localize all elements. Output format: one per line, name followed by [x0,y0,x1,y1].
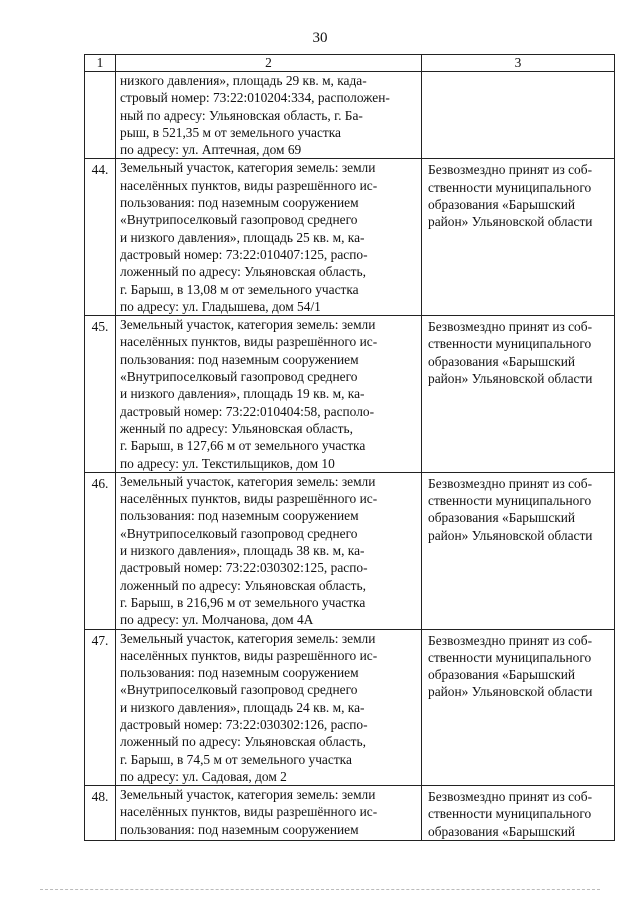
status-line: Безвозмездно принят из соб- [428,319,593,335]
status-line: Безвозмездно принят из соб- [428,475,593,491]
description-line: Земельный участок, категория земель: земли [120,160,376,176]
status-line: район» Ульяновской области [428,214,593,230]
description-line: и низкого давления», площадь 19 кв. м, ка- [120,386,365,402]
description-line: по адресу: ул. Текстильщиков, дом 10 [120,455,335,471]
table-row [85,472,615,629]
status-line: Безвозмездно принят из соб- [428,632,593,648]
description-line: Земельный участок, категория земель: земли [120,473,376,489]
description-line: и низкого давления», площадь 25 кв. м, ка- [120,229,365,245]
description-line: пользования: под наземным сооружением [120,351,359,367]
row-description [116,159,422,316]
status-line: образования «Барышский [428,510,576,526]
description-line: и низкого давления», площадь 24 кв. м, ка- [120,699,365,715]
row-number: 48. [85,786,116,841]
description-line: Земельный участок, категория земель: земли [120,630,376,646]
description-line: по адресу: ул. Садовая, дом 2 [120,768,287,784]
row-status [422,786,615,841]
description-line: населённых пунктов, виды разрешённого ис- [120,334,378,350]
description-line: низкого давления», площадь 29 кв. м, када- [120,73,367,88]
property-table [84,54,615,841]
table-row [85,629,615,786]
status-line: ственности муниципального [428,336,592,352]
row-status [422,316,615,473]
description-line: пользования: под наземным сооружением [120,508,359,524]
row-status [422,629,615,786]
row-description [116,472,422,629]
description-line: г. Барыш, в 74,5 м от земельного участка [120,751,352,767]
description-line: пользования: под наземным сооружением [120,821,359,837]
description-line: «Внутрипоселковый газопровод среднего [120,525,358,541]
description-line: Земельный участок, категория земель: земли [120,787,376,803]
description-line: пользования: под наземным сооружением [120,665,359,681]
header-col-3: 3 [422,55,615,72]
description-line: дастровый номер: 73:22:030302:126, распо- [120,716,368,732]
description-line: ложенный по адресу: Ульяновская область, [120,264,366,280]
description-line: ложенный по адресу: Ульяновская область, [120,734,366,750]
row-description [116,629,422,786]
row-number [85,72,116,159]
description-line: «Внутрипоселковый газопровод среднего [120,212,358,228]
status-line: Безвозмездно принят из соб- [428,162,593,178]
table-row [85,159,615,316]
description-line: по адресу: ул. Гладышева, дом 54/1 [120,298,321,314]
description-line: населённых пунктов, виды разрешённого ис- [120,647,378,663]
status-line: ственности муниципального [428,649,592,665]
row-status [422,159,615,316]
description-line: дастровый номер: 73:22:010407:125, распо- [120,246,368,262]
row-number: 47. [85,629,116,786]
page-number: 30 [312,30,328,46]
description-line: г. Барыш, в 216,96 м от земельного участка [120,594,366,610]
row-status [422,72,615,159]
row-number: 46. [85,472,116,629]
description-line: «Внутрипоселковый газопровод среднего [120,682,358,698]
description-line: г. Барыш, в 13,08 м от земельного участка [120,281,359,297]
description-line: ный по адресу: Ульяновская область, г. Ба- [120,107,363,123]
row-number: 45. [85,316,116,473]
description-line: «Внутрипоселковый газопровод среднего [120,369,358,385]
description-line: населённых пунктов, виды разрешённого ис- [120,804,378,820]
description-line: Земельный участок, категория земель: земли [120,317,376,333]
description-line: ложенный по адресу: Ульяновская область, [120,577,366,593]
status-line: Безвозмездно принят из соб- [428,789,593,805]
status-line: образования «Барышский [428,197,576,213]
description-line: по адресу: ул. Аптечная, дом 69 [120,142,302,158]
status-line: образования «Барышский [428,667,576,683]
table-row [85,72,615,159]
status-line: ственности муниципального [428,179,592,195]
description-line: населённых пунктов, виды разрешённого ис- [120,491,378,507]
description-line: г. Барыш, в 127,66 м от земельного участка [120,438,366,454]
status-line: район» Ульяновской области [428,527,593,543]
header-col-1: 1 [85,55,116,72]
description-line: и низкого давления», площадь 38 кв. м, ка- [120,543,365,559]
row-number: 44. [85,159,116,316]
description-line: женный по адресу: Ульяновская область, [120,420,353,436]
status-line: образования «Барышский [428,353,576,369]
table-header-row [85,55,615,72]
row-description [116,786,422,841]
description-line: дастровый номер: 73:22:010404:58, располо- [120,403,375,419]
description-line: по адресу: ул. Молчанова, дом 4А [120,612,314,628]
status-line: район» Ульяновской области [428,371,593,387]
description-line: стровый номер: 73:22:010204:334, расположен- [120,90,390,106]
table-row [85,786,615,841]
description-line: пользования: под наземным сооружением [120,195,359,211]
row-description [116,316,422,473]
table-row [85,316,615,473]
status-line: ственности муниципального [428,493,592,509]
scan-artifact-line [40,889,600,891]
status-line: образования «Барышский [428,823,576,839]
row-status [422,472,615,629]
status-line: район» Ульяновской области [428,684,593,700]
header-col-2: 2 [116,55,422,72]
description-line: населённых пунктов, виды разрешённого ис- [120,177,378,193]
description-line: дастровый номер: 73:22:030302:125, распо- [120,560,368,576]
row-description [116,72,422,159]
status-line: ственности муниципального [428,806,592,822]
description-line: рыш, в 521,35 м от земельного участка [120,124,341,140]
